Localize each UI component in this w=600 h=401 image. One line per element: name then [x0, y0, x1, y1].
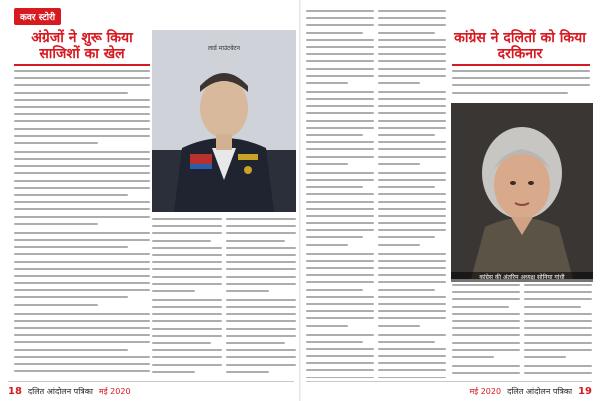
text-line	[306, 201, 374, 203]
text-line	[306, 134, 363, 136]
text-line	[378, 179, 446, 181]
text-line	[14, 180, 150, 182]
text-line	[14, 341, 150, 343]
text-line	[226, 299, 296, 301]
text-line	[14, 70, 150, 72]
text-line	[306, 362, 374, 364]
text-line	[378, 68, 446, 70]
text-line	[306, 267, 374, 269]
right-text-column-2	[378, 10, 446, 378]
text-line	[378, 377, 446, 378]
text-line	[524, 320, 592, 322]
text-line	[14, 208, 150, 210]
text-line	[226, 247, 296, 249]
text-line	[306, 105, 374, 107]
text-line	[14, 106, 150, 108]
left-text-column-2	[152, 218, 222, 378]
section-tag	[14, 8, 61, 25]
text-line	[152, 364, 222, 366]
text-line	[306, 355, 374, 357]
text-line	[226, 364, 296, 366]
text-line	[306, 260, 374, 262]
text-line	[14, 120, 150, 122]
text-line	[306, 53, 374, 55]
text-line	[452, 298, 520, 300]
text-line	[226, 218, 296, 220]
text-line	[306, 215, 374, 217]
text-line	[152, 299, 222, 301]
text-line	[14, 223, 98, 225]
text-line	[306, 163, 348, 165]
text-line	[152, 356, 222, 358]
text-line	[306, 325, 348, 327]
text-line	[306, 24, 374, 26]
text-line	[306, 46, 374, 48]
text-line	[378, 236, 435, 238]
text-line	[524, 291, 592, 293]
text-line	[452, 320, 520, 322]
right-headline-rule	[452, 64, 590, 66]
text-line	[306, 244, 348, 246]
military-portrait-image	[152, 30, 296, 212]
text-line	[14, 84, 150, 86]
text-line	[378, 208, 446, 210]
text-line	[14, 142, 98, 144]
text-line	[452, 313, 520, 315]
text-line	[378, 341, 435, 343]
text-line	[14, 216, 150, 218]
text-line	[452, 84, 590, 86]
text-line	[378, 10, 446, 12]
text-line	[378, 193, 446, 195]
text-line	[378, 325, 420, 327]
page-gutter	[299, 0, 301, 401]
left-footer-rule	[8, 381, 294, 382]
right-article-headline: कांग्रेस ने दलितों को किया दरकिनार	[454, 30, 586, 62]
text-line	[306, 348, 374, 350]
text-line	[524, 284, 592, 286]
text-line	[14, 320, 150, 322]
text-line	[14, 356, 150, 358]
text-line	[14, 268, 150, 270]
left-issue-date: मई 2020	[98, 386, 131, 396]
text-line	[524, 313, 592, 315]
text-line	[14, 99, 150, 101]
right-footer-rule	[306, 381, 592, 382]
text-line	[378, 317, 446, 319]
right-text-column-1	[306, 10, 374, 378]
text-line	[14, 113, 150, 115]
text-line	[306, 222, 374, 224]
text-line	[14, 239, 150, 241]
text-line	[306, 303, 374, 305]
text-line	[306, 334, 374, 336]
text-line	[378, 24, 446, 26]
text-line	[152, 247, 222, 249]
text-line	[378, 281, 446, 283]
text-line	[226, 313, 296, 315]
left-headline-rule	[14, 64, 150, 66]
text-line	[226, 349, 296, 351]
right-issue-date: मई 2020	[469, 386, 502, 396]
text-line	[378, 355, 446, 357]
text-line	[452, 365, 520, 367]
text-line	[306, 179, 374, 181]
left-photo-caption: लार्ड माउंटबेटन	[208, 45, 240, 52]
text-line	[14, 246, 128, 248]
left-article-headline: अंग्रेजों ने शुरू किया साजिशों का खेल	[31, 30, 133, 62]
text-line	[226, 276, 296, 278]
right-text-column-3	[452, 284, 520, 378]
text-line	[14, 92, 128, 94]
left-portrait-photo	[152, 30, 296, 212]
right-intro-text	[452, 70, 590, 100]
text-line	[152, 218, 222, 220]
text-line	[152, 261, 222, 263]
text-line	[226, 261, 296, 263]
text-line	[378, 82, 420, 84]
text-line	[306, 236, 363, 238]
text-line	[378, 215, 446, 217]
text-line	[378, 163, 420, 165]
text-line	[306, 229, 374, 231]
text-line	[152, 313, 222, 315]
right-portrait-photo	[451, 103, 593, 279]
text-line	[378, 105, 446, 107]
text-line	[524, 298, 592, 300]
text-line	[378, 91, 446, 93]
text-line	[452, 372, 520, 374]
text-line	[452, 291, 520, 293]
text-line	[378, 310, 446, 312]
text-line	[306, 120, 374, 122]
text-line	[152, 335, 222, 337]
text-line	[524, 342, 592, 344]
text-line	[226, 320, 296, 322]
text-line	[378, 53, 446, 55]
text-line	[452, 349, 520, 351]
text-line	[226, 335, 296, 337]
text-line	[306, 193, 374, 195]
text-line	[14, 77, 150, 79]
woman-portrait-image	[451, 103, 593, 279]
text-line	[378, 369, 446, 371]
text-line	[378, 244, 420, 246]
text-line	[306, 112, 374, 114]
text-line	[306, 127, 374, 129]
text-line	[14, 165, 150, 167]
text-line	[14, 253, 150, 255]
text-line	[14, 194, 128, 196]
text-line	[306, 369, 374, 371]
text-line	[378, 260, 446, 262]
text-line	[152, 232, 222, 234]
text-line	[152, 320, 222, 322]
text-line	[378, 112, 446, 114]
text-line	[226, 283, 296, 285]
text-line	[306, 253, 374, 255]
text-line	[524, 327, 592, 329]
text-line	[378, 348, 446, 350]
text-line	[14, 261, 150, 263]
text-line	[524, 372, 592, 374]
text-line	[452, 327, 520, 329]
text-line	[378, 120, 446, 122]
text-line	[378, 17, 446, 19]
text-line	[524, 349, 592, 351]
left-text-column-1	[14, 70, 150, 378]
text-line	[14, 128, 150, 130]
text-line	[14, 334, 150, 336]
text-line	[378, 98, 446, 100]
text-line	[378, 60, 446, 62]
text-line	[452, 306, 509, 308]
left-magazine-name: दलित आंदोलन पत्रिका	[27, 386, 93, 396]
text-line	[226, 268, 296, 270]
text-line	[152, 306, 222, 308]
text-line	[306, 208, 374, 210]
text-line	[14, 151, 150, 153]
right-footer	[469, 384, 592, 398]
text-line	[524, 306, 581, 308]
text-line	[152, 328, 222, 330]
text-line	[14, 232, 150, 234]
text-line	[452, 334, 520, 336]
text-line	[452, 284, 520, 286]
text-line	[14, 313, 150, 315]
text-line	[152, 225, 222, 227]
text-line	[378, 134, 435, 136]
right-page-number: 19	[578, 385, 592, 397]
text-line	[152, 254, 222, 256]
text-line	[378, 222, 446, 224]
text-line	[14, 135, 150, 137]
text-line	[452, 342, 520, 344]
text-line	[152, 342, 211, 344]
text-line	[226, 306, 296, 308]
text-line	[378, 274, 446, 276]
right-photo-caption: कांग्रेस की अंतरिम अध्यक्ष सोनिया गांधी	[451, 272, 593, 282]
text-line	[152, 276, 222, 278]
text-line	[378, 362, 446, 364]
text-line	[378, 127, 446, 129]
text-line	[306, 68, 374, 70]
text-line	[14, 187, 150, 189]
text-line	[378, 229, 446, 231]
text-line	[306, 141, 374, 143]
text-line	[14, 296, 128, 298]
text-line	[378, 46, 446, 48]
text-line	[306, 60, 374, 62]
text-line	[14, 370, 150, 372]
text-line	[226, 232, 296, 234]
text-line	[14, 349, 128, 351]
text-line	[226, 342, 285, 344]
text-line	[152, 290, 195, 292]
text-line	[14, 363, 150, 365]
text-line	[14, 275, 150, 277]
text-line	[226, 240, 285, 242]
text-line	[306, 91, 374, 93]
right-text-column-4	[524, 284, 592, 378]
text-line	[14, 327, 150, 329]
text-line	[306, 17, 374, 19]
text-line	[452, 356, 494, 358]
text-line	[226, 356, 296, 358]
text-line	[306, 10, 374, 12]
text-line	[306, 32, 363, 34]
right-magazine-name: दलित आंदोलन पत्रिका	[507, 386, 573, 396]
left-footer	[8, 384, 131, 398]
text-line	[14, 282, 150, 284]
text-line	[306, 186, 363, 188]
text-line	[226, 254, 296, 256]
text-line	[306, 281, 374, 283]
text-line	[306, 148, 374, 150]
text-line	[306, 296, 374, 298]
text-line	[152, 349, 222, 351]
text-line	[14, 201, 150, 203]
text-line	[452, 92, 568, 94]
text-line	[378, 303, 446, 305]
section-label: कवर स्टोरी	[14, 8, 61, 25]
text-line	[14, 289, 150, 291]
left-text-column-3	[226, 218, 296, 378]
text-line	[378, 267, 446, 269]
text-line	[524, 334, 592, 336]
text-line	[378, 141, 446, 143]
text-line	[14, 304, 98, 306]
text-line	[378, 289, 435, 291]
text-line	[378, 75, 446, 77]
text-line	[524, 365, 592, 367]
text-line	[226, 290, 269, 292]
text-line	[306, 98, 374, 100]
text-line	[306, 156, 374, 158]
text-line	[452, 70, 590, 72]
text-line	[378, 201, 446, 203]
text-line	[226, 328, 296, 330]
text-line	[306, 82, 348, 84]
text-line	[378, 253, 446, 255]
text-line	[378, 148, 446, 150]
text-line	[378, 172, 446, 174]
text-line	[378, 39, 446, 41]
text-line	[452, 77, 590, 79]
text-line	[378, 334, 446, 336]
text-line	[306, 75, 374, 77]
text-line	[152, 240, 211, 242]
text-line	[306, 310, 374, 312]
left-page-number: 18	[8, 385, 22, 397]
text-line	[152, 283, 222, 285]
text-line	[306, 274, 374, 276]
text-line	[14, 172, 150, 174]
text-line	[226, 371, 269, 373]
text-line	[378, 156, 446, 158]
text-line	[306, 377, 374, 378]
text-line	[306, 39, 374, 41]
text-line	[378, 32, 435, 34]
text-line	[226, 225, 296, 227]
text-line	[14, 158, 150, 160]
text-line	[306, 317, 374, 319]
text-line	[306, 172, 374, 174]
text-line	[152, 371, 195, 373]
text-line	[306, 289, 363, 291]
text-line	[378, 186, 435, 188]
text-line	[378, 296, 446, 298]
text-line	[524, 356, 566, 358]
text-line	[152, 268, 222, 270]
text-line	[306, 341, 363, 343]
